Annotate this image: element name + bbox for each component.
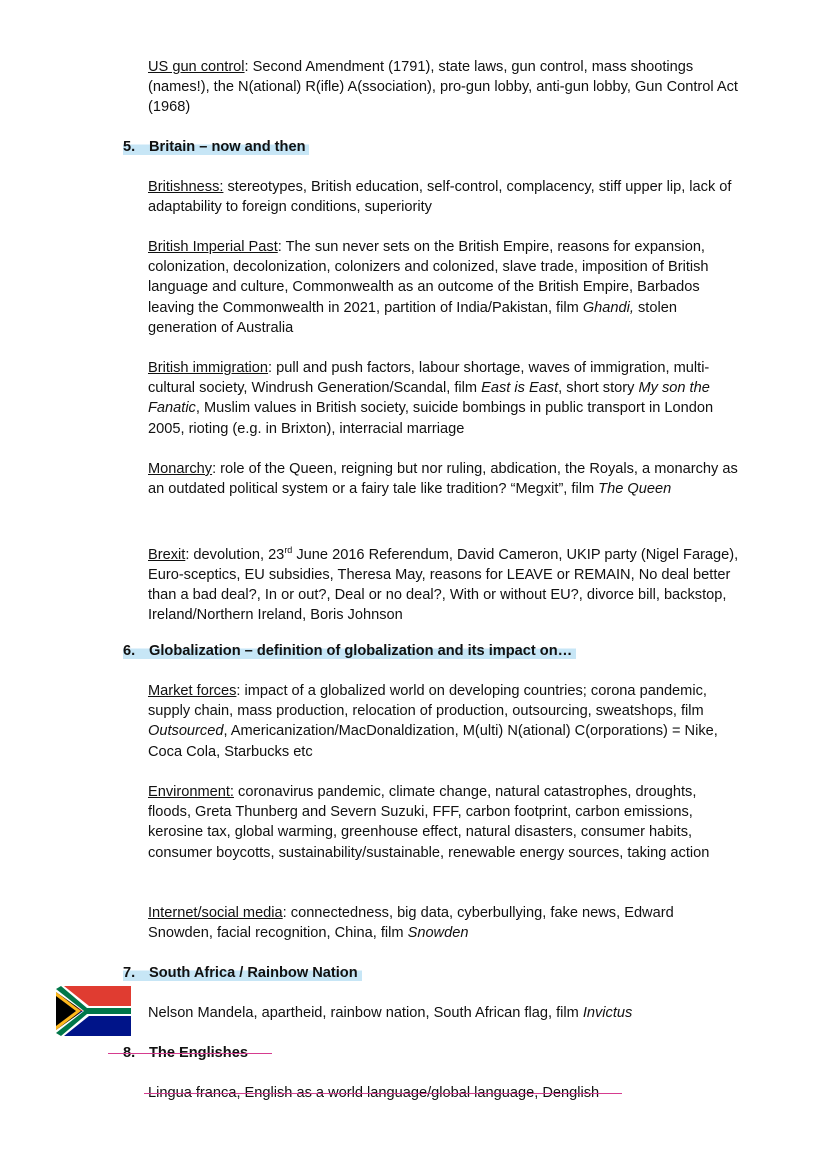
monarchy-paragraph xyxy=(148,459,740,499)
internet-text: : connectedness, big data, cyberbullying, fake news, Edward Snowden, facial recognition, China, film xyxy=(148,905,674,942)
environment-label: Environment: xyxy=(148,784,234,800)
heading-south-africa-title: South Africa / Rainbow Nation xyxy=(149,965,358,981)
imperial-past-text: : The sun never sets on the British Empire, reasons for expansion, colonization, decolonization, colonizers and colonized, slave trade, imposition of British language and culture, Commonwealth as an outcome of the British Empire, Barbados leaving the Commonwealth in 2021, partition of India/Pakistan, film xyxy=(148,239,709,316)
immigration-paragraph xyxy=(148,358,740,439)
imperial-past-label: British Imperial Past xyxy=(148,239,278,255)
brexit-ordinal-suffix: rd xyxy=(284,545,293,555)
market-forces-film: Outsourced xyxy=(148,723,224,740)
heading-britain-number: 5. xyxy=(123,139,136,155)
heading-globalization-title: Globalization – definition of globalization and its impact on… xyxy=(149,643,573,659)
brexit-text: : devolution, 23 xyxy=(185,546,285,563)
internet-label: Internet/social media xyxy=(148,905,283,921)
market-forces-paragraph xyxy=(148,681,740,762)
britishness-text: stereotypes, British education, self-control, complacency, stiff upper lip, lack of adaptability to foreign conditions, superiority xyxy=(148,179,732,216)
imperial-past-film: Ghandi, xyxy=(582,299,634,316)
gun-control-label: US gun control xyxy=(148,59,245,75)
heading-south-africa-number: 7. xyxy=(123,965,136,981)
brexit-paragraph xyxy=(148,540,740,626)
internet-film: Snowden xyxy=(407,925,469,942)
internet-paragraph xyxy=(148,903,740,943)
market-forces-text: : impact of a globalized world on developing countries; corona pandemic, supply chain, mass production, relocation of production, outsourcing, sweatshops, film xyxy=(148,683,707,720)
heading-englishes-title: The Englishes xyxy=(149,1045,248,1061)
heading-south-africa xyxy=(123,963,362,983)
heading-britain xyxy=(123,137,309,157)
immigration-text-end: , Muslim values in British society, suicide bombings in public transport in London 2005, rioting (e.g. in Brixton), interracial marriage xyxy=(148,400,714,437)
englishes-text-strikethrough xyxy=(144,1093,622,1094)
brexit-text-end: June 2016 Referendum, David Cameron, UKIP party (Nigel Farage), Euro-sceptics, EU subsidies, Theresa May, reasons for LEAVE or REMAIN, No deal better than a bad deal?, In or out?, Deal or no deal?, With or without EU?, divorce bill, backstop, Ireland/Northern Ireland, Boris Johnson xyxy=(148,546,739,624)
englishes-text: Lingua franca, English as a world language/global language, Denglish xyxy=(148,1085,600,1101)
monarchy-label: Monarchy xyxy=(148,461,213,477)
south-africa-film: Invictus xyxy=(582,1005,633,1021)
heading-globalization xyxy=(123,641,576,661)
britishness-paragraph xyxy=(148,177,740,217)
environment-paragraph xyxy=(148,782,740,863)
market-forces-text-end: , Americanization/MacDonaldization, M(ulti) N(ational) C(orporations) = Nike, Coca Cola, Starbucks etc xyxy=(148,723,718,760)
immigration-text: : pull and push factors, labour shortage, waves of immigration, multi-cultural society, Windrush Generation/Scandal, film xyxy=(148,360,710,397)
heading-britain-title: Britain – now and then xyxy=(149,139,306,155)
britishness-label: Britishness: xyxy=(148,179,224,195)
imperial-past-paragraph xyxy=(148,237,740,338)
south-africa-paragraph xyxy=(148,1003,740,1023)
immigration-label: British immigration xyxy=(148,360,269,376)
gun-control-paragraph xyxy=(148,57,740,118)
heading-globalization-number: 6. xyxy=(123,643,136,659)
immigration-story: My son the Fanatic xyxy=(148,380,710,417)
south-africa-text: Nelson Mandela, apartheid, rainbow nation, South African flag, film xyxy=(148,1005,583,1021)
immigration-film: East is East xyxy=(481,380,559,397)
imperial-past-text-end: stolen generation of Australia xyxy=(148,299,677,336)
environment-text: coronavirus pandemic, climate change, natural catastrophes, droughts, floods, Greta Thunberg and Severn Suzuki, FFF, carbon footprint, carbon emissions, kerosine tax, global warming, greenhouse effect, natural disasters, consumer habits, consumer boycotts, sustainability/sustainable, renewable energy sources, taking action xyxy=(148,784,710,861)
brexit-label: Brexit xyxy=(148,546,186,563)
immigration-text-mid: , short story xyxy=(558,380,639,397)
south-african-flag-icon xyxy=(56,986,131,1036)
monarchy-text: : role of the Queen, reigning but nor ruling, abdication, the Royals, a monarchy as an outdated political system or a fairy tale like tradition? “Megxit”, film xyxy=(148,461,738,498)
heading-englishes-number: 8. xyxy=(123,1045,136,1061)
englishes-heading-strikethrough xyxy=(108,1053,272,1054)
gun-control-text: : Second Amendment (1791), state laws, gun control, mass shootings (names!), the N(ational) R(ifle) A(ssociation), pro-gun lobby, anti-gun lobby, Gun Control Act (1968) xyxy=(148,59,738,116)
monarchy-film: The Queen xyxy=(598,481,672,498)
market-forces-label: Market forces xyxy=(148,683,237,699)
